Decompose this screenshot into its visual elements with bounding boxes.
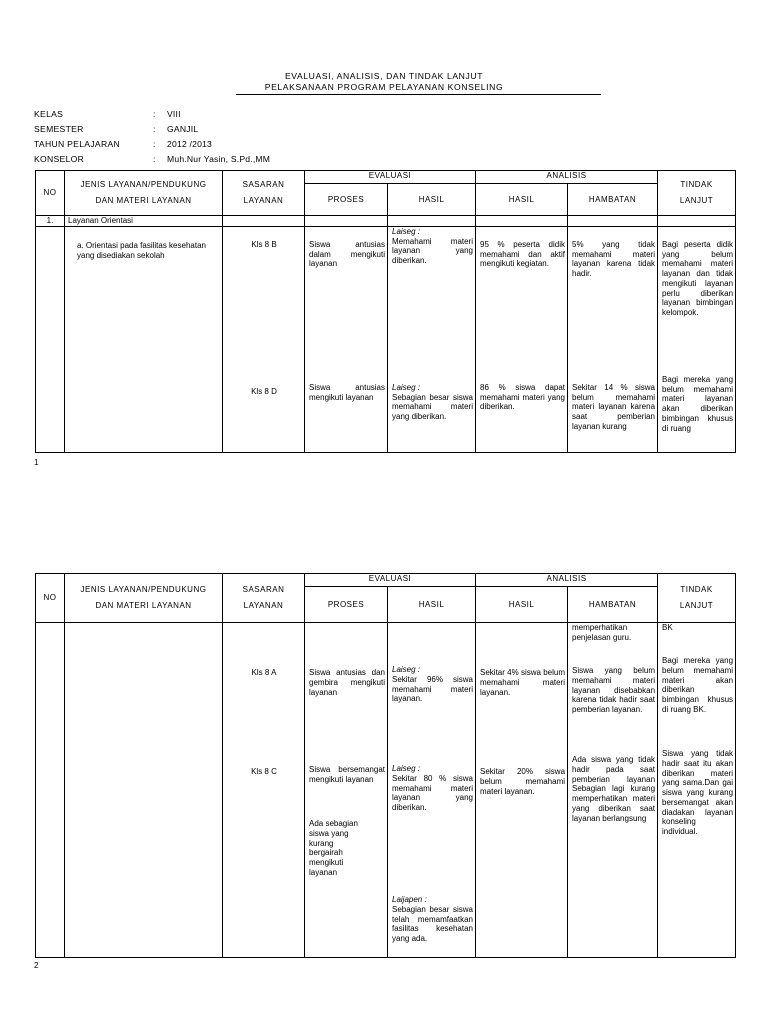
doc-subtitle: PELAKSANAAN PROGRAM PELAYANAN KONSELING xyxy=(264,82,504,92)
hasil-eval-8d xyxy=(392,383,473,422)
hambatan-8c: Ada siswa yang tidak hadir pada saat pemberian layanan Sebagian lagi kurang memperhatikan materi yang diberikan saat layanan berlangsung xyxy=(572,755,656,823)
header-sasaran xyxy=(223,171,305,216)
header-evaluasi: EVALUASI xyxy=(305,171,476,184)
proses-cell xyxy=(305,226,388,452)
proses-8a: Siswa antusias dan gembira mengikuti layanan xyxy=(309,668,385,697)
sasaran-8b: Kls 8 B xyxy=(251,239,277,249)
header-no: NO xyxy=(36,171,65,216)
tindak-8a: Bagi mereka yang belum memahami materi akan diberikan bimbingan khusus di ruang BK. xyxy=(662,656,734,714)
hasil-evaluasi-cell xyxy=(388,226,476,452)
hasil-eval-8c xyxy=(392,764,473,813)
title-underline xyxy=(236,94,601,95)
header-tindak-line2: LANJUT xyxy=(679,196,714,205)
info-label-semester: SEMESTER xyxy=(34,124,84,134)
sasaran-8c: Kls 8 C xyxy=(251,767,277,776)
sasaran-cell xyxy=(223,623,305,958)
hasil-eval-8a xyxy=(392,665,473,704)
header-sasaran-line2: LAYANAN xyxy=(243,601,284,610)
header-jenis-line2: DAN MATERI LAYANAN xyxy=(95,601,192,610)
header-evaluasi: EVALUASI xyxy=(305,574,476,587)
header-tindak xyxy=(658,574,736,623)
page-number-2: 2 xyxy=(34,961,39,970)
header-hasil-analisis: HASIL xyxy=(476,587,568,623)
hasil-eval-8d-text: Sebagian besar siswa memahami materi yang diberikan. xyxy=(392,392,473,421)
header-hasil-analisis: HASIL xyxy=(476,184,568,216)
hasil-eval-8b xyxy=(392,227,473,266)
tindak-cell xyxy=(658,226,736,452)
row-number: 1. xyxy=(36,216,65,227)
hambatan-8b: 5% yang tidak memahami materi layanan karena tidak hadir. xyxy=(572,239,656,278)
header-analisis: ANALISIS xyxy=(476,171,658,184)
header-tindak-line1: TINDAK xyxy=(680,585,713,595)
doc-title: EVALUASI, ANALISIS, DAN TINDAK LANJUT xyxy=(284,71,484,81)
header-sasaran-line2: LAYANAN xyxy=(243,196,284,205)
header-sasaran-line1: SASARAN xyxy=(242,180,285,190)
materi-cell xyxy=(65,226,223,452)
hasil-anal-8a: Sekitar 4% siswa belum memahami materi layanan. xyxy=(480,668,566,697)
tindak-cell xyxy=(658,623,736,958)
info-colon: : xyxy=(153,124,156,134)
hambatan-cell xyxy=(568,623,658,958)
laiseg-label: Laiseg : xyxy=(392,226,421,236)
header-sasaran xyxy=(223,574,305,623)
evaluation-table-page2 xyxy=(35,573,736,958)
header-hasil-evaluasi: HASIL xyxy=(388,587,476,623)
header-analisis: ANALISIS xyxy=(476,574,658,587)
header-hasil-evaluasi: HASIL xyxy=(388,184,476,216)
header-jenis-line1: JENIS LAYANAN/PENDUKUNG xyxy=(80,180,207,190)
info-colon: : xyxy=(153,139,156,149)
header-jenis-line2: DAN MATERI LAYANAN xyxy=(95,196,192,205)
header-sasaran-line1: SASARAN xyxy=(242,585,285,595)
header-proses: PROSES xyxy=(305,587,388,623)
sasaran-8d: Kls 8 D xyxy=(251,386,277,396)
info-colon: : xyxy=(153,154,156,164)
header-hambatan: HAMBATAN xyxy=(568,184,658,216)
page-number-1: 1 xyxy=(34,458,39,467)
hasil-anal-8b: 95 % peserta didik memahami dan aktif mengikuti kegiatan. xyxy=(480,239,566,269)
info-label-kelas: KELAS xyxy=(34,109,64,119)
header-tindak xyxy=(658,171,736,216)
hasil-eval-laijapen xyxy=(392,895,473,944)
header-jenis xyxy=(65,574,223,623)
header-jenis-line1: JENIS LAYANAN/PENDUKUNG xyxy=(80,585,207,595)
hambatan-8d: Sekitar 14 % siswa belum memahami materi layanan karena saat pemberian layanan kurang xyxy=(572,382,656,431)
laijapen-text: Sebagian besar siswa telah memamfaatkan fasilitas kesehatan yang ada. xyxy=(392,904,473,943)
hambatan-cell xyxy=(568,226,658,452)
laiseg-label: Laiseg : xyxy=(392,382,421,392)
hasil-eval-8a-text: Sekitar 96% siswa memahami materi layanan. xyxy=(392,674,473,704)
info-colon: : xyxy=(153,109,156,119)
hasil-anal-8c: Sekitar 20% siswa belum memahami materi layanan. xyxy=(480,767,566,796)
materi-text: a. Orientasi pada fasilitas kesehatan yang disediakan sekolah xyxy=(77,240,206,260)
evaluation-table-page1 xyxy=(35,170,736,453)
proses-8c: Siswa bersemangat mengikuti layanan xyxy=(309,765,385,784)
hasil-eval-8b-text: Memahami materi layanan yang diberikan. xyxy=(392,236,473,265)
laijapen-label: Laijapen : xyxy=(392,895,427,904)
hasil-analisis-cell xyxy=(476,226,568,452)
tindak-continued: BK xyxy=(662,623,673,632)
header-tindak-line2: LANJUT xyxy=(679,601,714,610)
header-hambatan: HAMBATAN xyxy=(568,587,658,623)
header-jenis xyxy=(65,171,223,216)
info-value-tahun: 2012 /2013 xyxy=(167,139,213,149)
sasaran-cell xyxy=(223,226,305,452)
laiseg-label: Laiseg : xyxy=(392,764,421,773)
info-label-konselor: KONSELOR xyxy=(34,154,85,164)
proses-8d: Siswa antusias mengikuti layanan xyxy=(309,382,385,402)
row-title: Layanan Orientasi xyxy=(65,216,223,227)
header-tindak-line1: TINDAK xyxy=(680,180,713,190)
info-value-kelas: VIII xyxy=(167,109,181,119)
tindak-8d: Bagi mereka yang belum memahami materi layanan akan diberikan bimbingan khusus di ruang xyxy=(662,374,734,433)
tindak-8b: Bagi peserta didik yang belum memahami materi layanan dan tidak mengikuti layanan perlu diberikan layanan bimbingan kelompok. xyxy=(662,239,734,317)
header-proses: PROSES xyxy=(305,184,388,216)
proses-cell xyxy=(305,623,388,958)
hasil-analisis-cell xyxy=(476,623,568,958)
info-value-semester: GANJIL xyxy=(167,124,199,134)
sasaran-8a: Kls 8 A xyxy=(251,668,277,677)
laiseg-label: Laiseg : xyxy=(392,665,421,674)
tindak-8c: Siswa yang tidak hadir saat itu akan diberikan materi yang sama.Dan gai siswa yang kurang bersemangat akan diadakan layanan konseling individual. xyxy=(662,749,734,836)
info-label-tahun: TAHUN PELAJARAN xyxy=(34,139,120,149)
hambatan-8a: Siswa yang belum memahami materi layanan disebabkan karena tidak hadir saat pemberian layanan. xyxy=(572,666,656,714)
hasil-anal-8d: 86 % siswa dapat memahami materi yang diberikan. xyxy=(480,382,566,412)
header-no: NO xyxy=(36,574,65,623)
hasil-evaluasi-cell xyxy=(388,623,476,958)
hasil-eval-8c-text: Sekitar 80 % siswa memahami materi layanan yang diberikan. xyxy=(392,773,473,812)
hambatan-continued: memperhatikan penjelasan guru. xyxy=(572,623,632,642)
proses-8c-extra: Ada sebagian siswa yang kurang bergairah mengikuti layanan xyxy=(309,819,358,877)
proses-8b: Siswa antusias dalam mengikuti layanan xyxy=(309,239,385,269)
info-value-konselor: Muh.Nur Yasin, S.Pd.,MM xyxy=(167,154,271,164)
